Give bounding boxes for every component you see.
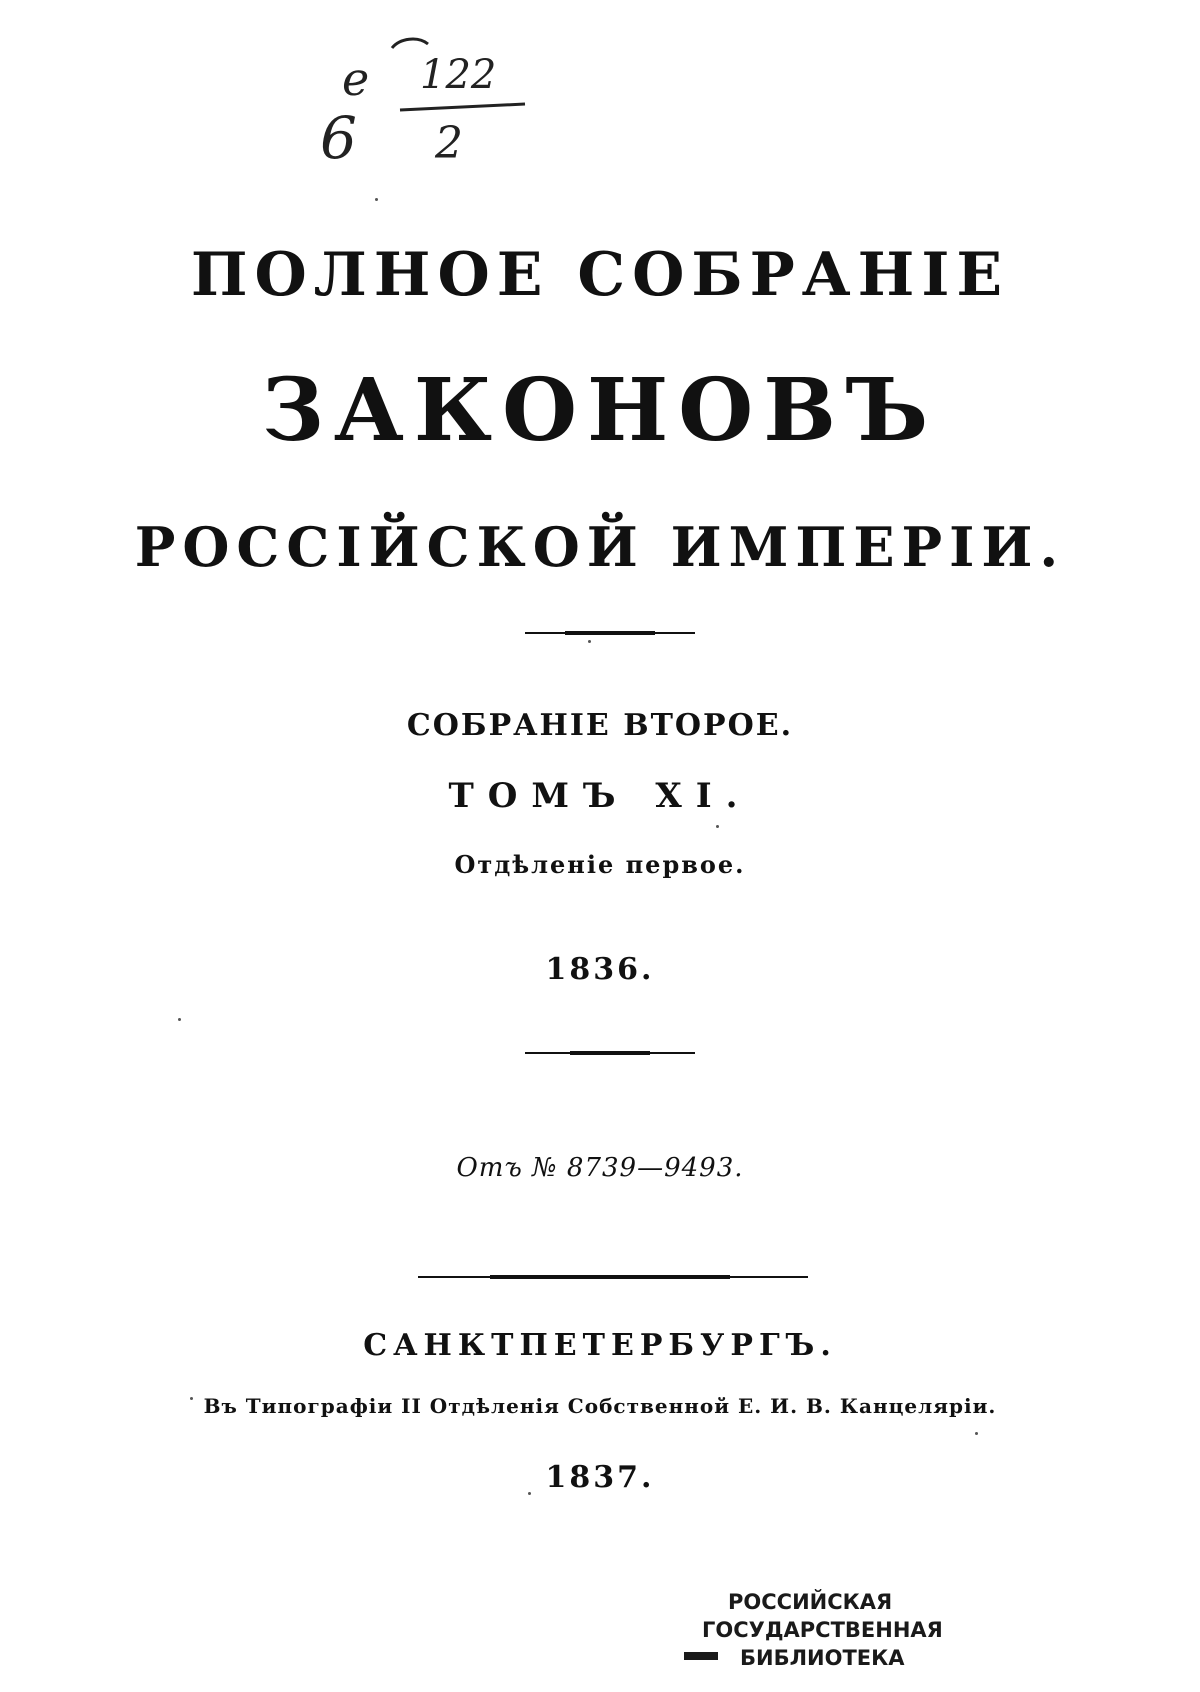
scan-speck: [375, 198, 378, 201]
shelfmark-fraction-bar: [400, 104, 525, 110]
stamp-line-2: ГОСУДАРСТВЕННАЯ: [702, 1618, 943, 1642]
department-label: Отдѣленіе первое.: [454, 850, 746, 879]
scan-speck: [975, 1432, 978, 1435]
library-stamp: [680, 1590, 943, 1690]
title-line-3: РОССІЙСКОЙ ИМПЕРІИ.: [134, 515, 1066, 579]
laws-year: 1836.: [545, 952, 655, 987]
handwritten-shelfmark: [320, 30, 560, 170]
imprint-printer: Въ Типографіи II Отдѣленія Собственной Е. И. В. Канцеляріи.: [203, 1394, 997, 1418]
scan-speck: [528, 1492, 531, 1495]
shelfmark-left-bottom: 6: [320, 104, 357, 170]
divider-rule-1-center: [565, 631, 655, 635]
shelfmark-flourish: [392, 39, 428, 48]
stamp-line-3: БИБЛИОТЕКА: [740, 1646, 905, 1670]
imprint-city: САНКТПЕТЕРБУРГЪ.: [363, 1328, 837, 1363]
imprint-year: 1837.: [545, 1460, 655, 1495]
title-line-2: ЗАКОНОВЪ: [261, 360, 939, 461]
scan-speck: [588, 640, 591, 643]
stamp-line-1: РОССИЙСКАЯ: [728, 1590, 893, 1614]
divider-rule-3-center: [490, 1275, 730, 1279]
collection-label: СОБРАНІЕ ВТОРОЕ.: [406, 708, 794, 743]
law-number-range: Отъ № 8739—9493.: [456, 1153, 744, 1183]
shelfmark-right-bottom: 2: [435, 118, 463, 169]
shelfmark-left-top: е: [342, 52, 370, 106]
divider-rule-2-center: [570, 1051, 650, 1055]
title-line-1: ПОЛНОЕ СОБРАНІЕ: [190, 240, 1010, 310]
scan-speck: [178, 1018, 181, 1021]
scan-speck: [716, 825, 719, 828]
volume-label: ТОМЪ XI.: [448, 776, 752, 816]
shelfmark-right-top: 122: [420, 52, 497, 98]
stamp-mark: [684, 1652, 718, 1660]
scan-speck: [190, 1397, 193, 1400]
